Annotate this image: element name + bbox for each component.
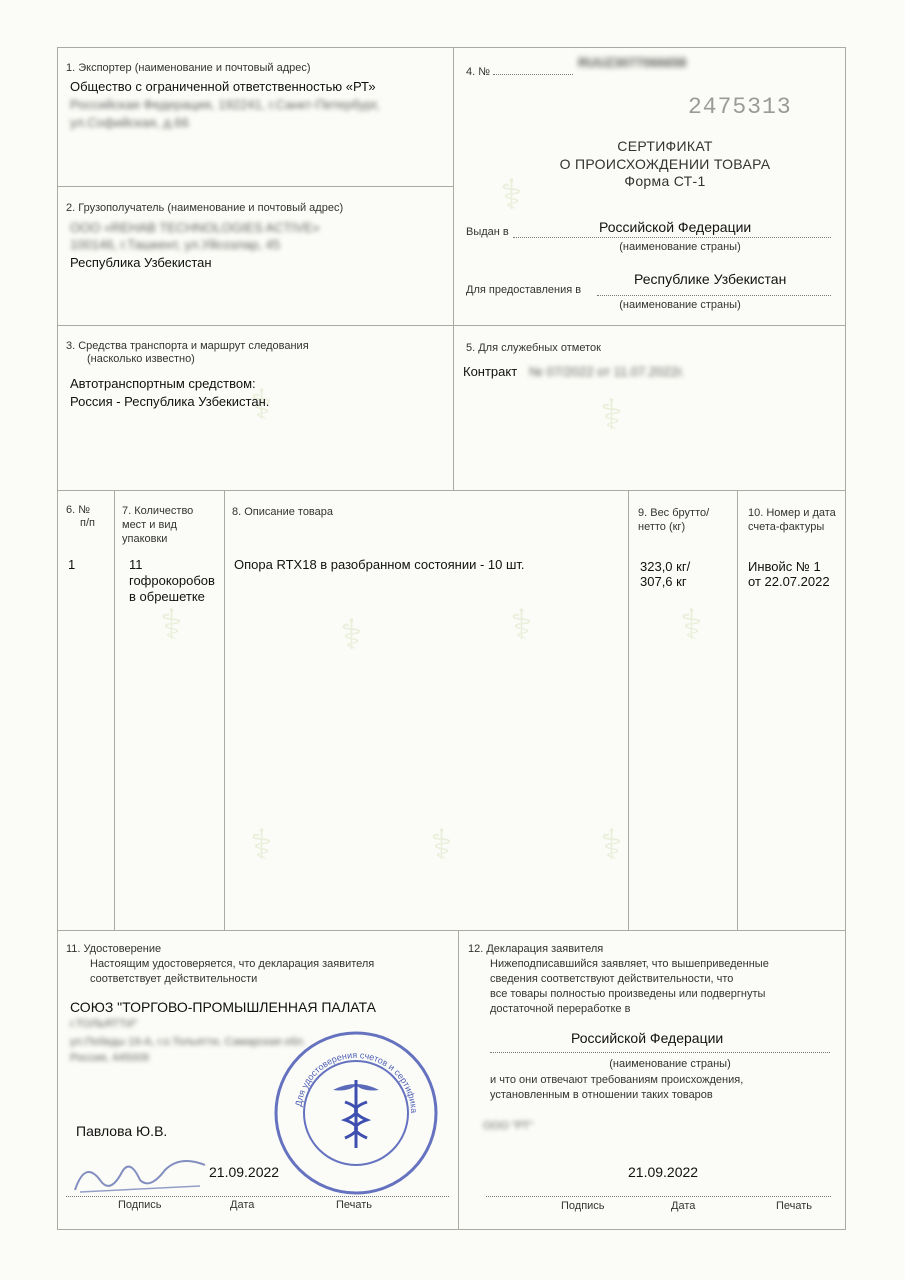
exporter-name: Общество с ограниченной ответственностью «РТ» [70, 79, 376, 94]
chamber-seal [273, 1030, 439, 1196]
issued-in-label: Выдан в [466, 226, 509, 238]
watermark-caduceus-icon: ⚕ [510, 601, 533, 648]
presented-in-label: Для предоставления в [466, 284, 582, 296]
watermark-caduceus-icon: ⚕ [160, 601, 183, 648]
contract-label: Контракт [463, 364, 518, 379]
declaration-date: 21.09.2022 [628, 1164, 699, 1180]
declaration-text-5: и что они отвечают требованиям происхождения, [490, 1074, 744, 1086]
certification-text-1: Настоящим удостоверяется, что декларация заявителя [90, 958, 375, 970]
row-package: гофрокоробов [129, 573, 215, 588]
row-qty: 11 [129, 557, 143, 572]
col-num-header-sub: п/п [80, 517, 95, 529]
row-net-weight: 307,6 кг [640, 574, 687, 589]
cert-number: RUUZ3077066658 [578, 55, 687, 70]
watermark-caduceus-icon: ⚕ [250, 381, 273, 428]
watermark-caduceus-icon: ⚕ [600, 391, 623, 438]
cert-subtitle: О ПРОИСХОЖДЕНИИ ТОВАРА [559, 156, 771, 172]
consignee-country: Республика Узбекистан [70, 255, 212, 270]
transport-label-note: (насколько известно) [87, 353, 195, 365]
declaration-text-1: Нижеподписавшийся заявляет, что вышеприведенные [490, 958, 769, 970]
watermark-caduceus-icon: ⚕ [340, 611, 363, 658]
row-description: Опора RTX18 в разобранном состоянии - 10 шт. [234, 557, 525, 572]
seal-text: Для удостоверения счетов и сертифика [293, 1049, 420, 1114]
row-package-type: в обрешетке [129, 589, 205, 604]
presented-in-caption: (наименование страны) [619, 299, 741, 311]
chamber-address: ул.Победы 19-А, г.о.Тольятти, Самарская обл. [70, 1036, 306, 1048]
decl-sign-caption: Подпись [561, 1200, 605, 1212]
declaration-text-6: установленным в отношении таких товаров [490, 1089, 713, 1101]
col-num-header: 6. № [66, 504, 91, 516]
decl-seal-caption: Печать [776, 1200, 813, 1212]
transport-route: Россия - Республика Узбекистан. [70, 394, 270, 409]
col-desc-header: 8. Описание товара [232, 506, 334, 518]
exporter-address: Российская Федерация, 192241, г.Санкт-Петербург, [70, 97, 380, 112]
transport-mode: Автотранспортным средством: [70, 376, 256, 391]
col-invoice-header: 10. Номер и дата счета-фактуры [748, 507, 836, 533]
declaration-text-2: сведения соответствуют действительности, что [490, 973, 734, 985]
watermark-caduceus-icon: ⚕ [680, 601, 703, 648]
cert-serial: 2475313 [688, 94, 792, 120]
watermark-caduceus-icon: ⚕ [250, 821, 273, 868]
declaration-text-4: достаточной переработке в [490, 1003, 631, 1015]
consignee-label: 2. Грузополучатель (наименование и почтовый адрес) [66, 202, 344, 214]
consignee-address: 100146, г.Ташкент, ул.Уйсозлар, 45 [70, 237, 281, 252]
col-qty-header: 7. Количество мест и вид упаковки [122, 505, 194, 545]
certification-text-2: соответствует действительности [90, 973, 258, 985]
contract-details: № 07/2022 от 11.07.2022г. [529, 364, 685, 379]
issued-in-country: Российской Федерации [599, 219, 752, 235]
transport-label: 3. Средства транспорта и маршрут следования [66, 340, 309, 352]
official-notes-label: 5. Для служебных отметок [466, 342, 601, 354]
chamber-postcode: Россия, 445009 [70, 1052, 149, 1064]
row-number: 1 [68, 557, 76, 572]
cert-number-label: 4. № [466, 66, 491, 78]
row-invoice-number: Инвойс № 1 [748, 559, 821, 574]
declaration-text-3: все товары полностью произведены или подвергнуты [490, 988, 766, 1000]
cert-form: Форма СТ-1 [624, 173, 706, 189]
declarant-company: ООО "РТ" [483, 1120, 534, 1132]
watermark-caduceus-icon: ⚕ [430, 821, 453, 868]
declaration-label: 12. Декларация заявителя [468, 943, 604, 955]
cert-seal-caption: Печать [336, 1199, 373, 1211]
decl-date-caption: Дата [671, 1200, 696, 1212]
col-weight-header: 9. Вес брутто/ нетто (кг) [638, 507, 710, 533]
cert-sign-caption: Подпись [118, 1199, 162, 1211]
row-invoice-date: от 22.07.2022 [748, 574, 830, 589]
certification-date: 21.09.2022 [209, 1164, 280, 1180]
watermark-caduceus-icon: ⚕ [500, 171, 523, 218]
watermark-caduceus-icon: ⚕ [600, 821, 623, 868]
chamber-name: СОЮЗ "ТОРГОВО-ПРОМЫШЛЕННАЯ ПАЛАТА [70, 999, 376, 1015]
presented-in-country: Республике Узбекистан [634, 271, 787, 287]
exporter-street: ул.Софийская, д.66 [70, 115, 189, 130]
consignee-name: ООО «REHAB TECHNOLOGIES ACTIVE» [70, 220, 320, 235]
certifier-name: Павлова Ю.В. [76, 1123, 168, 1139]
issued-in-caption: (наименование страны) [619, 241, 741, 253]
cert-date-caption: Дата [230, 1199, 255, 1211]
declaration-country-caption: (наименование страны) [609, 1058, 731, 1070]
chamber-city: г.ТОЛЬЯТТИ" [70, 1018, 138, 1030]
exporter-label: 1. Экспортер (наименование и почтовый адрес) [66, 62, 311, 74]
cert-title: СЕРТИФИКАТ [617, 138, 713, 154]
row-gross-weight: 323,0 кг/ [640, 559, 691, 574]
declaration-country: Российской Федерации [571, 1030, 724, 1046]
certification-label: 11. Удостоверение [66, 943, 162, 955]
